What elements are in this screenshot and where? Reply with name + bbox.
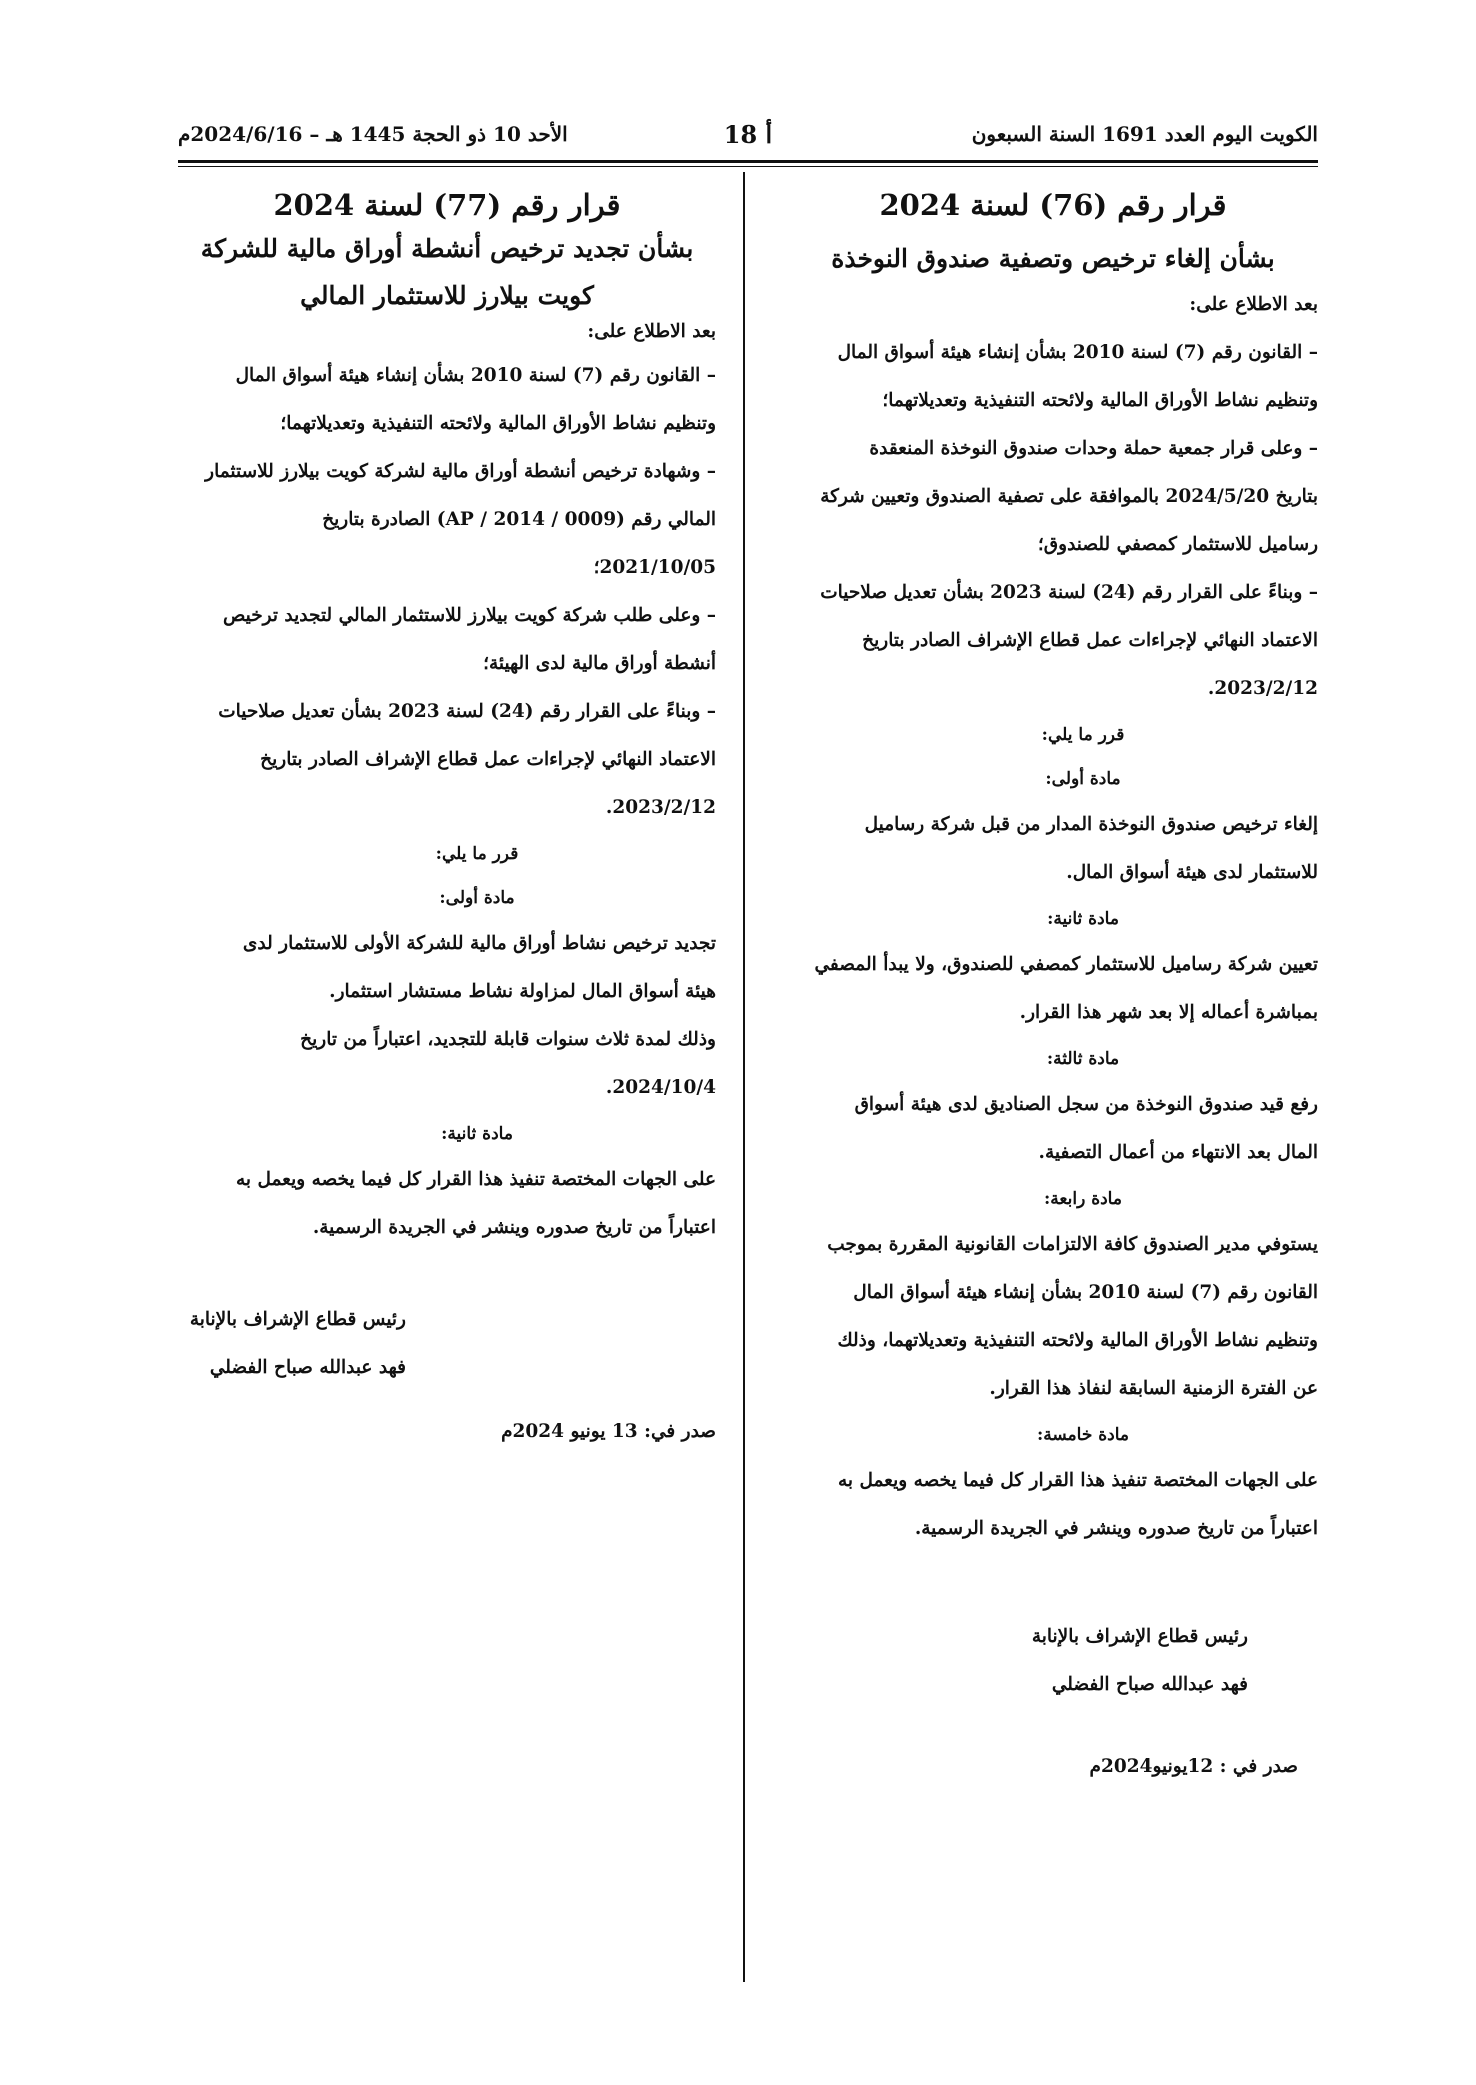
decision-76-line: الاعتماد النهائي لإجراءات عمل قطاع الإشراف الصادر بتاريخ [862, 630, 1318, 651]
decision-76-line: – وبناءً على القرار رقم (24) لسنة 2023 بشأن تعديل صلاحيات [820, 582, 1318, 603]
decision-76-article-5-label: مادة خامسة: [1036, 1425, 1130, 1445]
decision-76-signatory-name: فهد عبدالله صباح الفضلي [1051, 1674, 1248, 1695]
decision-77-line: 2023/2/12. [605, 797, 716, 818]
decision-77-line: الاعتماد النهائي لإجراءات عمل قطاع الإشراف الصادر بتاريخ [260, 749, 716, 770]
decision-77-line: على الجهات المختصة تنفيذ هذا القرار كل فيما يخصه ويعمل به [235, 1169, 716, 1190]
decision-77-line: 2021/10/05؛ [593, 557, 716, 578]
decision-76-column [788, 178, 1318, 1787]
decision-77-signatory-title: رئيس قطاع الإشراف بالإنابة [189, 1309, 406, 1330]
decision-76-line: إلغاء ترخيص صندوق النوخذة المدار من قبل شركة رساميل [864, 814, 1318, 835]
decision-77-subtitle-company: كويت بيلارز للاستثمار المالي [300, 281, 594, 310]
decision-77-subtitle: بشأن تجديد ترخيص أنشطة أوراق مالية للشركة [200, 234, 694, 263]
decision-76-line: بمباشرة أعماله إلا بعد شهر هذا القرار. [1019, 1002, 1318, 1023]
decision-77-column [178, 178, 716, 1452]
decision-76-decided: قرر ما يلي: [1041, 725, 1125, 745]
header-rule-thin [178, 166, 1318, 167]
decision-76-line: وتنظيم نشاط الأوراق المالية ولائحته التنفيذية وتعديلاتهما، وذلك [837, 1330, 1318, 1351]
decision-76-article-2-label: مادة ثانية: [1047, 909, 1119, 929]
decision-76-line: المال بعد الانتهاء من أعمال التصفية. [1038, 1142, 1318, 1163]
decision-77-line: المالي رقم (0009 / 2014 / AP) الصادرة بتاريخ [322, 509, 716, 530]
decision-77-line: – القانون رقم (7) لسنة 2010 بشأن إنشاء هيئة أسواق المال [235, 365, 716, 386]
decision-76-article-4-label: مادة رابعة: [1044, 1189, 1122, 1209]
page-header [178, 122, 1318, 156]
column-divider [743, 172, 745, 1982]
decision-77-intro: بعد الاطلاع على: [587, 321, 716, 342]
decision-76-line: – القانون رقم (7) لسنة 2010 بشأن إنشاء هيئة أسواق المال [837, 342, 1318, 363]
decision-77-line: اعتباراً من تاريخ صدوره وينشر في الجريدة الرسمية. [312, 1217, 716, 1238]
decision-77-line: وذلك لمدة ثلاث سنوات قابلة للتجديد، اعتباراً من تاريخ [300, 1029, 716, 1050]
decision-76-article-3-label: مادة ثالثة: [1046, 1049, 1120, 1069]
decision-76-line: عن الفترة الزمنية السابقة لنفاذ هذا القرار. [989, 1378, 1318, 1399]
decision-76-line: رساميل للاستثمار كمصفي للصندوق؛ [1037, 534, 1318, 555]
decision-76-line: للاستثمار لدى هيئة أسواق المال. [1066, 862, 1318, 883]
decision-77-decided: قرر ما يلي: [435, 844, 519, 864]
decision-76-line: وتنظيم نشاط الأوراق المالية ولائحته التنفيذية وتعديلاتهما؛ [882, 390, 1318, 411]
decision-77-line: وتنظيم نشاط الأوراق المالية ولائحته التنفيذية وتعديلاتهما؛ [280, 413, 716, 434]
decision-77-article-2-label: مادة ثانية: [441, 1124, 513, 1144]
header-issue-info: الكويت اليوم العدد 1691 السنة السبعون [971, 122, 1318, 146]
decision-77-line: – وبناءً على القرار رقم (24) لسنة 2023 بشأن تعديل صلاحيات [218, 701, 716, 722]
decision-76-issued-date: صدر في : 12يونيو2024م [1089, 1756, 1298, 1777]
decision-76-title: قرار رقم (76) لسنة 2024 [879, 188, 1227, 222]
decision-77-article-1-label: مادة أولى: [439, 888, 515, 908]
decision-76-line: على الجهات المختصة تنفيذ هذا القرار كل فيما يخصه ويعمل به [837, 1470, 1318, 1491]
decision-77-line: – وشهادة ترخيص أنشطة أوراق مالية لشركة كويت بيلارز للاستثمار [205, 461, 716, 482]
decision-76-subtitle: بشأن إلغاء ترخيص وتصفية صندوق النوخذة [831, 244, 1275, 273]
decision-76-line: بتاريخ 2024/5/20 بالموافقة على تصفية الصندوق وتعيين شركة [820, 486, 1318, 507]
decision-76-line: رفع قيد صندوق النوخذة من سجل الصناديق لدى هيئة أسواق [854, 1094, 1318, 1115]
decision-76-signatory-title: رئيس قطاع الإشراف بالإنابة [1031, 1626, 1248, 1647]
decision-77-line: أنشطة أوراق مالية لدى الهيئة؛ [483, 653, 716, 674]
header-rule-thick [178, 160, 1318, 163]
decision-76-line: 2023/2/12. [1207, 678, 1318, 699]
decision-76-intro: بعد الاطلاع على: [1189, 294, 1318, 315]
header-date: الأحد 10 ذو الحجة 1445 هـ – 2024/6/16م [178, 122, 568, 146]
decision-77-title: قرار رقم (77) لسنة 2024 [273, 188, 621, 222]
decision-76-line: – وعلى قرار جمعية حملة وحدات صندوق النوخذة المنعقدة [869, 438, 1318, 459]
decision-77-line: هيئة أسواق المال لمزاولة نشاط مستشار استثمار. [329, 981, 716, 1002]
decision-77-issued-date: صدر في: 13 يونيو 2024م [501, 1421, 716, 1442]
decision-76-line: اعتباراً من تاريخ صدوره وينشر في الجريدة الرسمية. [914, 1518, 1318, 1539]
decision-76-article-1-label: مادة أولى: [1045, 769, 1121, 789]
decision-76-line: تعيين شركة رساميل للاستثمار كمصفي للصندوق، ولا يبدأ المصفي [814, 954, 1318, 975]
decision-76-line: يستوفي مدير الصندوق كافة الالتزامات القانونية المقررة بموجب [827, 1234, 1318, 1255]
decision-77-line: 2024/10/4. [605, 1077, 716, 1098]
decision-77-signatory-name: فهد عبدالله صباح الفضلي [209, 1357, 406, 1378]
decision-77-line: تجديد ترخيص نشاط أوراق مالية للشركة الأولى للاستثمار لدى [242, 933, 716, 954]
page-number: أ 18 [723, 120, 773, 149]
decision-76-line: القانون رقم (7) لسنة 2010 بشأن إنشاء هيئة أسواق المال [853, 1282, 1318, 1303]
decision-77-line: – وعلى طلب شركة كويت بيلارز للاستثمار المالي لتجديد ترخيص [222, 605, 716, 626]
